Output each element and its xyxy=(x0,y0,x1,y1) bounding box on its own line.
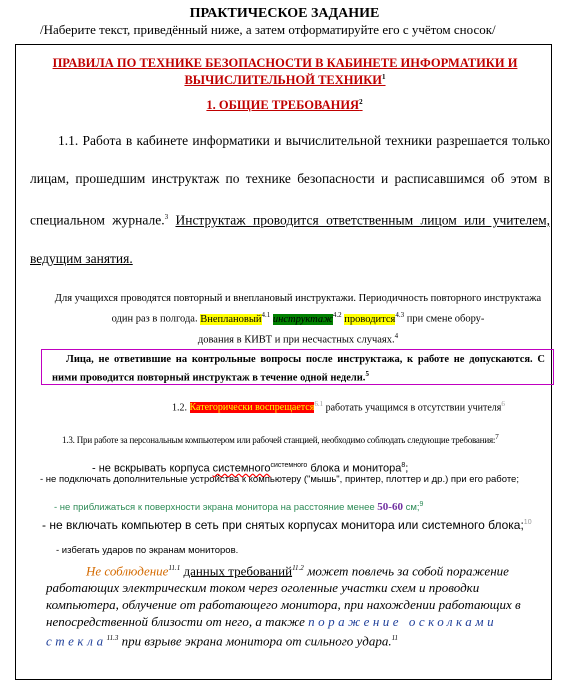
rules-title-line1: ПРАВИЛА ПО ТЕХНИКЕ БЕЗОПАСНОСТИ В КАБИНЕТЕ ИНФОРМАТИКИ И xyxy=(52,56,518,70)
footnote-ref: 11.1 xyxy=(168,564,181,572)
footnote-ref: 4.3 xyxy=(395,311,405,319)
paragraph-number: 1.2. xyxy=(172,402,187,414)
list-item-text: - не включать компьютер в сеть при снятых корпусах монитора или системного блока; xyxy=(42,518,524,532)
footnote-ref: 6 xyxy=(501,400,505,408)
highlight-yellow: Внеплановый xyxy=(200,313,262,325)
paragraph-1-2 xyxy=(172,400,505,413)
list-item xyxy=(40,473,550,486)
list-item-text: - не вскрывать корпуса xyxy=(92,462,210,475)
footnote-ref: 3 xyxy=(164,213,169,221)
footnote-ref: 2 xyxy=(359,98,363,106)
section-heading-text: 1. ОБЩИЕ ТРЕБОВАНИЯ xyxy=(206,98,360,113)
footnote-ref: 7 xyxy=(495,433,499,441)
highlight-yellow: проводится xyxy=(344,313,396,325)
footnote-ref: 11.3 xyxy=(106,634,119,643)
footnote-ref: 8 xyxy=(401,462,406,469)
bordered-note-text: Лица, не ответившие на контрольные вопросы после инструктажа, к работе не допускаются. С ними проводится повторный инструктаж в течение одной недели. xyxy=(52,354,545,384)
spaced-blue-text: поражение осколками стекла xyxy=(46,614,498,649)
footnote-ref: 5 xyxy=(365,370,369,378)
highlight-red: Категорически воспрещается xyxy=(189,402,315,414)
rules-title-line2: ВЫЧИСЛИТЕЛЬНОЙ ТЕХНИКИ xyxy=(184,73,383,88)
paragraph-1-1 xyxy=(30,122,550,278)
underlined-text: данных требований xyxy=(183,563,293,579)
footnote-ref: 4 xyxy=(394,331,399,340)
list-item-text: см; xyxy=(405,502,420,514)
orange-text: Не соблюдение xyxy=(86,563,169,579)
spellcheck-word: системного xyxy=(212,462,271,475)
footnote-ref: 4.2 xyxy=(332,311,342,319)
distance-value: 50-60 xyxy=(377,501,403,514)
paragraph-instructions-text: Для учащихся проводятся повторный и внеплановый инструктажи. Периодичность повторного инструктажа один раз в полгода. xyxy=(54,293,542,325)
highlight-green: инструктаж xyxy=(272,313,333,325)
paragraph-instructions xyxy=(48,290,548,348)
superscript-word: системного xyxy=(270,462,308,469)
footnote-ref: 9 xyxy=(419,501,424,508)
final-paragraph-text: при взрыве экрана монитора от сильного удара. xyxy=(121,633,392,649)
list-item xyxy=(42,515,550,533)
list-item-text: - избегать ударов по экранам мониторов. xyxy=(56,545,239,556)
paragraph-instructions-text: при смене обору- xyxy=(406,313,485,325)
list-item-text: блока и монитора xyxy=(310,462,402,475)
page-title: ПРАКТИЧЕСКОЕ ЗАДАНИЕ xyxy=(189,6,380,21)
page-subtitle: /Наберите текст, приведённый ниже, а затем отформатируйте его с учётом сносок/ xyxy=(40,22,496,37)
paragraph-1-3 xyxy=(50,431,500,446)
footnote-ref: 11 xyxy=(391,634,399,643)
footnote-ref: 6.1 xyxy=(314,400,324,408)
list-item: - не вскрывать корпуса системного$^{системного}$ блока и монитора$^8$; xyxy=(92,462,409,475)
final-paragraph xyxy=(46,560,526,650)
rules-title xyxy=(40,56,530,87)
list-item xyxy=(56,545,238,556)
list-item xyxy=(54,501,423,513)
footnote-ref: 11.2 xyxy=(292,564,304,572)
footnote-ref: 1 xyxy=(382,73,386,81)
bordered-note-box xyxy=(41,349,554,385)
list-item-text: - не подключать дополнительные устройства к компьютеру ("мышь", принтер, плоттер и др.) при его работе; xyxy=(40,474,519,485)
paragraph-1-2-text: работать учащимся в отсутствии учителя xyxy=(325,402,502,414)
list-item-text: - не приближаться к поверхности экрана монитора на расстояние менее xyxy=(54,502,375,514)
paragraph-instructions-text: дования в КИВТ и при несчастных случаях. xyxy=(197,334,395,345)
footnote-ref: 4.1 xyxy=(261,311,271,319)
paragraph-1-1-text: 1.1. Работа в кабинете информатики и вычислительной техники разрешается только лицам, прошедшим инструктаж по технике безопасности и расписавшимся об этом в специальном журнале. xyxy=(30,133,550,228)
footnote-ref: 10 xyxy=(523,519,532,526)
section-heading xyxy=(0,98,569,113)
paragraph-1-3-text: 1.3. При работе за персональным компьютером или рабочей станцией, необходимо соблюдать следующие требования: xyxy=(62,435,496,445)
final-paragraph-text: может повлечь за собой поражение работающих электрическим током через оголенные участки схем и проводки компьютера, облучение от работающего монитора, при нахождении работающих в непосредственной близости от него, а также xyxy=(46,563,521,630)
paragraph-1-1-underlined: Инструктаж проводится ответственным лицом или учителем, ведущим занятия. xyxy=(30,212,550,266)
